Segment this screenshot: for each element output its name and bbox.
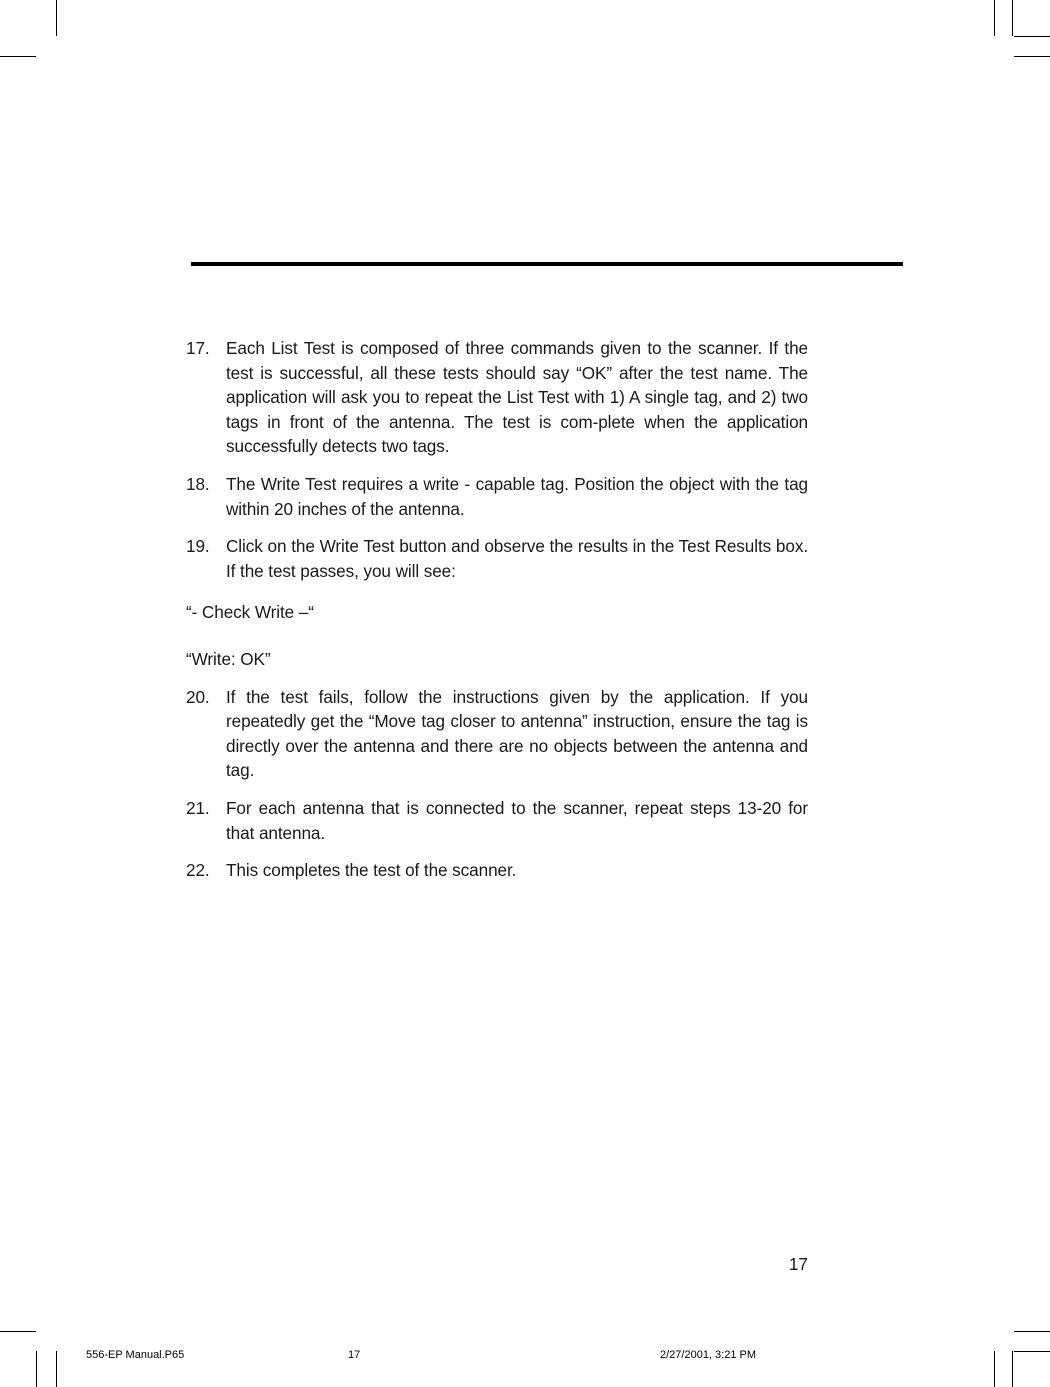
slug-datetime: 2/27/2001, 3:21 PM (660, 1349, 757, 1361)
crop-mark (0, 56, 36, 57)
crop-mark (0, 1331, 36, 1332)
item-number: 18. (186, 473, 210, 494)
crop-mark (56, 1351, 57, 1387)
list-item (186, 472, 808, 521)
crop-mark (1014, 36, 1050, 37)
crop-mark (36, 1351, 37, 1387)
item-number: 19. (186, 536, 210, 557)
item-text: Each List Test is composed of three commands given to the scanner. If the test is successful, all these tests should say “OK” after the test name. The application will ask you to repeat the List Test with 1) A single tag, and 2) two tags in front of the antenna. The test is com-plete when the application successfully detects two tags. (226, 338, 808, 457)
list-item (186, 534, 808, 583)
page-number: 17 (788, 1254, 808, 1274)
item-text: For each antenna that is connected to the scanner, repeat steps 13-20 for that antenna. (226, 797, 808, 843)
header-rule (191, 262, 903, 266)
item-number: 20. (186, 686, 210, 707)
crop-mark (1014, 56, 1050, 57)
item-text: This completes the test of the scanner. (226, 860, 517, 881)
list-item (186, 336, 808, 459)
item-number: 21. (186, 797, 210, 818)
slug-filename: 556-EP Manual.P65 (86, 1349, 185, 1361)
list-item (186, 685, 808, 783)
crop-mark (994, 1351, 995, 1387)
item-text: The Write Test requires a write - capable tag. Position the object with the tag within 20 inches of the antenna. (226, 473, 808, 519)
crop-mark (1014, 1351, 1050, 1352)
item-text: Click on the Write Test button and observe the results in the Test Results box. If the test passes, you will see: (226, 536, 808, 581)
crop-mark (1014, 1331, 1050, 1332)
item-number: 17. (186, 338, 210, 358)
item-text: If the test fails, follow the instructions given by the application. If you repeatedly get the “Move tag closer to antenna” instruction, ensure the tag is directly over the antenna and there are no objects between the antenna and tag. (226, 686, 808, 781)
list-item (186, 796, 808, 845)
list-item (186, 858, 808, 883)
result-quote: “Write: OK” (186, 648, 271, 669)
crop-mark (1012, 0, 1013, 36)
crop-mark (1012, 1351, 1013, 1387)
crop-mark (994, 0, 995, 36)
instruction-list (186, 336, 808, 896)
crop-mark (56, 0, 57, 36)
slug-page: 17 (348, 1349, 361, 1361)
result-quote: “- Check Write –“ (186, 602, 314, 623)
item-number: 22. (186, 860, 210, 881)
